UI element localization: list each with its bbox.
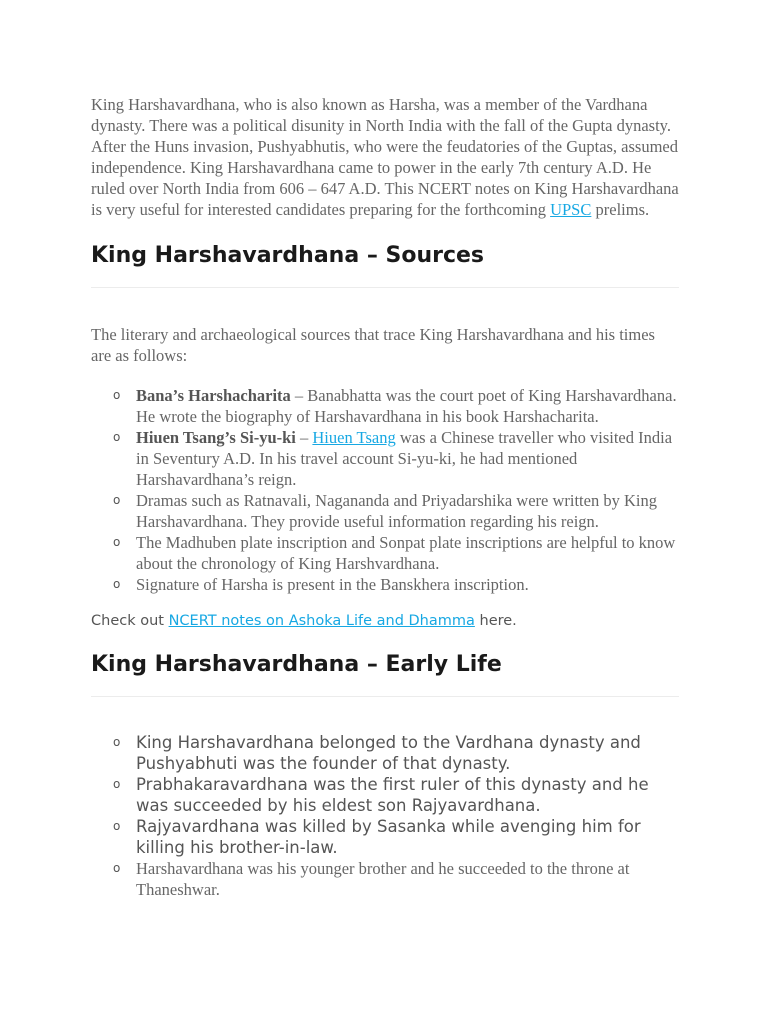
list-item (91, 858, 679, 900)
list-item-text: The Madhuben plate inscription and Sonpat plate inscriptions are helpful to know about the chronology of King Harshvardhana. (136, 533, 676, 573)
upsc-link[interactable]: UPSC (550, 200, 592, 219)
list-item (91, 732, 679, 774)
sources-divider (91, 287, 679, 288)
article (91, 94, 679, 900)
sources-list (91, 385, 679, 595)
list-item-dash: – (295, 428, 313, 447)
early-life-heading: King Harshavardhana – Early Life (91, 652, 502, 677)
list-item-text: – Banabhatta was the court poet of King Harshavardhana. He wrote the biography of Harshavardhana in his book Harshacharita. (136, 386, 677, 426)
intro-text: King Harshavardhana, who is also known as Harsha, was a member of the Vardhana dynasty. There was a political disunity in North India with the fall of the Gupta dynasty. After the Huns invasion, Pushyabhutis, who were the feudatories of the Guptas, assumed independence. King Harshavardhana came to power in the early 7th century A.D. He ruled over North India from 606 – 647 A.D. This NCERT notes on King Harshavardhana is very useful for interested candidates preparing for the forthcoming (91, 95, 679, 219)
bullet-icon: o (113, 493, 121, 507)
list-item-text: Prabhakaravardhana was the first ruler of this dynasty and he was succeeded by his eldest son Rajyavardhana. (136, 775, 649, 815)
bullet-icon: o (113, 577, 121, 591)
list-item-text: Harshavardhana was his younger brother and he succeeded to the throne at Thaneshwar. (136, 859, 630, 899)
sources-intro: The literary and archaeological sources that trace King Harshavardhana and his times are as follows: (91, 325, 655, 365)
list-item-text: Dramas such as Ratnavali, Nagananda and Priyadarshika were written by King Harshavardhana. They provide useful information regarding his reign. (136, 491, 657, 531)
bullet-icon: o (113, 535, 121, 549)
intro-text-end: prelims. (591, 200, 650, 219)
checkout-text: Check out (91, 613, 169, 629)
list-item-text: King Harshavardhana belonged to the Vardhana dynasty and Pushyabhuti was the founder of that dynasty. (136, 733, 641, 773)
early-life-list (91, 732, 679, 900)
bullet-icon: o (113, 430, 121, 444)
list-item-text: Signature of Harsha is present in the Banskhera inscription. (136, 575, 529, 594)
list-item-text: Rajyavardhana was killed by Sasanka while avenging him for killing his brother-in-law. (136, 817, 641, 857)
list-item-bold: Hiuen Tsang’s Si-yu-ki (136, 428, 296, 447)
bullet-icon: o (113, 861, 121, 875)
hiuen-tsang-link[interactable]: Hiuen Tsang (312, 428, 396, 447)
list-item (91, 774, 679, 816)
bullet-icon: o (113, 819, 121, 833)
ashoka-notes-link[interactable]: NCERT notes on Ashoka Life and Dhamma (168, 613, 475, 629)
checkout-paragraph (91, 611, 679, 631)
list-item (91, 427, 679, 490)
list-item (91, 816, 679, 858)
checkout-text-end: here. (474, 613, 517, 629)
bullet-icon: o (113, 388, 121, 402)
list-item (91, 574, 679, 595)
list-item-text: was a Chinese traveller who visited India in Seventury A.D. In his travel account Si-yu-ki, he had mentioned Harshavardhana’s reign. (136, 428, 673, 489)
intro-paragraph (91, 94, 679, 220)
bullet-icon: o (113, 735, 121, 749)
list-item (91, 490, 679, 532)
list-item (91, 532, 679, 574)
list-item-bold: Bana’s Harshacharita (136, 386, 291, 405)
early-life-divider (91, 696, 679, 697)
bullet-icon: o (113, 777, 121, 791)
list-item (91, 385, 679, 427)
sources-heading: King Harshavardhana – Sources (91, 243, 485, 268)
